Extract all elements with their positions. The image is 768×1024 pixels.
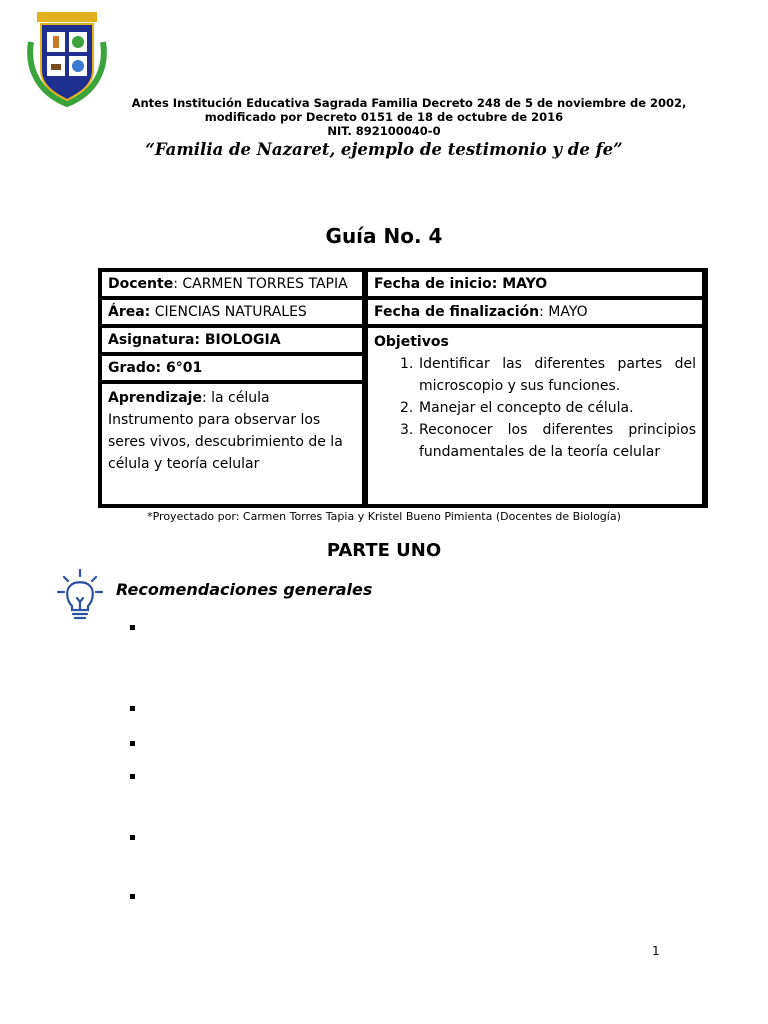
empty-bullet — [130, 774, 135, 779]
objective-number: 2. — [400, 400, 414, 416]
teacher-cell — [102, 272, 362, 296]
objective-number: 1. — [400, 356, 414, 372]
recommendations-title: Recomendaciones generales — [116, 580, 373, 599]
empty-bullet — [130, 894, 135, 899]
lightbulb-icon — [56, 568, 104, 624]
area-value: CIENCIAS NATURALES — [150, 304, 307, 320]
objectives-cell — [368, 328, 702, 504]
objective-text: Manejar el concepto de célula. — [419, 400, 634, 416]
end-date-cell — [368, 300, 702, 324]
nit-line: NIT. 892100040-0 — [327, 124, 441, 138]
area-cell — [102, 300, 362, 324]
subject-cell — [102, 328, 362, 352]
subject-text: Asignatura: BIOLOGIA — [108, 332, 281, 348]
school-motto: “Familia de Nazaret, ejemplo de testimonio y de fe” — [145, 140, 623, 159]
grade-text: Grado: 6°01 — [108, 360, 203, 376]
start-date-cell — [368, 272, 702, 296]
empty-bullet — [130, 835, 135, 840]
projected-by-note: *Proyectado por: Carmen Torres Tapia y Kristel Bueno Pimienta (Docentes de Biología) — [147, 510, 621, 523]
guide-title: Guía No. 4 — [325, 224, 443, 248]
institution-history-line: Antes Institución Educativa Sagrada Familia Decreto 248 de 5 de noviembre de 2002, — [131, 96, 687, 110]
end-date-value: : MAYO — [539, 304, 588, 320]
guide-info-table — [98, 268, 708, 508]
objectives-label: Objetivos — [374, 334, 449, 350]
section-heading: PARTE UNO — [326, 540, 442, 561]
page-number: 1 — [652, 944, 660, 958]
end-date-label: Fecha de finalización — [374, 304, 540, 320]
empty-bullet — [130, 625, 135, 630]
objective-item — [374, 397, 696, 419]
objective-item — [374, 353, 696, 397]
learning-value: : la célula Instrumento para observar los seres vivos, descubrimiento de la célula y teoría celular — [108, 390, 343, 472]
objective-text: Reconocer los diferentes principios fundamentales de la teoría celular — [419, 422, 696, 460]
objective-item — [374, 419, 696, 463]
school-logo — [27, 12, 107, 108]
area-label: Área: — [108, 304, 151, 320]
teacher-label: Docente — [108, 276, 174, 292]
start-date-text: Fecha de inicio: MAYO — [374, 276, 548, 292]
objective-number: 3. — [400, 422, 414, 438]
objectives-list — [374, 353, 696, 463]
teacher-value: : CARMEN TORRES TAPIA — [173, 276, 348, 292]
learning-label: Aprendizaje — [108, 390, 202, 406]
empty-bullet — [130, 706, 135, 711]
learning-cell — [102, 384, 362, 504]
grade-cell — [102, 356, 362, 380]
decree-line: modificado por Decreto 0151 de 18 de octubre de 2016 — [204, 110, 564, 124]
objective-text: Identificar las diferentes partes del microscopio y sus funciones. — [419, 356, 696, 394]
empty-bullet — [130, 741, 135, 746]
